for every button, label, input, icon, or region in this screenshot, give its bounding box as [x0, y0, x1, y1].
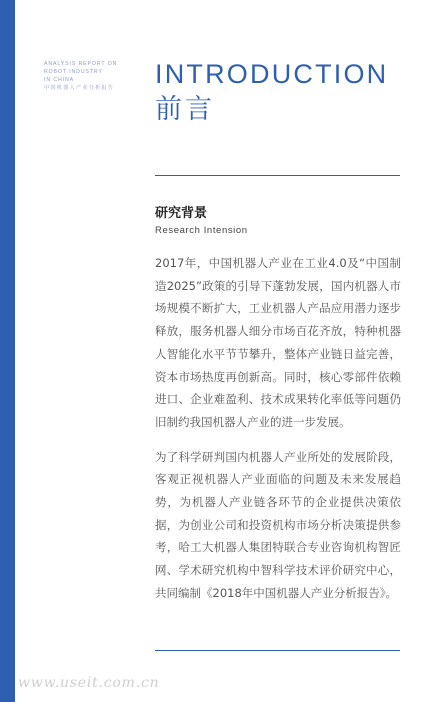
section-heading-chinese: 研究背景 [155, 206, 208, 221]
divider-bottom [155, 650, 400, 651]
divider-top [155, 175, 400, 176]
body-text [155, 252, 401, 617]
left-accent-bar [0, 0, 15, 702]
section-heading-english: Research Intension [155, 225, 248, 236]
watermark: www.useit.com.cn [18, 675, 160, 691]
report-tag-line-1: ANALYSIS REPORT ON [44, 61, 118, 67]
paragraph-1: 2017年，中国机器人产业在工业4.0及“中国制造2025”政策的引导下蓬勃发展，国内机器人市场规模不断扩大，工业机器人产品应用潜力逐步释放，服务机器人细分市场百花齐放，特种机器人智能化水平节节攀升，整体产业链日益完善，资本市场热度再创新高。同时，核心零部件依赖进口、企业难盈利、技术成果转化率低等问题仍旧制约我国机器人产业的进一步发展。 [155, 256, 401, 429]
report-tag-line-3: IN CHINA [44, 77, 74, 83]
paragraph-2: 为了科学研判国内机器人产业所处的发展阶段，客观正视机器人产业面临的问题及未来发展趋势，为机器人产业链各环节的企业提供决策依据，为创业公司和投资机构市场分析决策提供参考，哈工大机器人集团特联合专业咨询机构智匠网、学术研究机构中智科学技术评价研究中心，共同编制《2018年中国机器人产业分析报告》。 [155, 449, 401, 600]
page-title-english: INTRODUCTION [155, 59, 389, 89]
report-tag [44, 60, 144, 92]
report-tag-line-4: 中国机器人产业分析报告 [44, 85, 115, 91]
page-title-chinese: 前言 [155, 94, 215, 125]
report-tag-line-2: ROBOT INDUSTRY [44, 69, 103, 75]
